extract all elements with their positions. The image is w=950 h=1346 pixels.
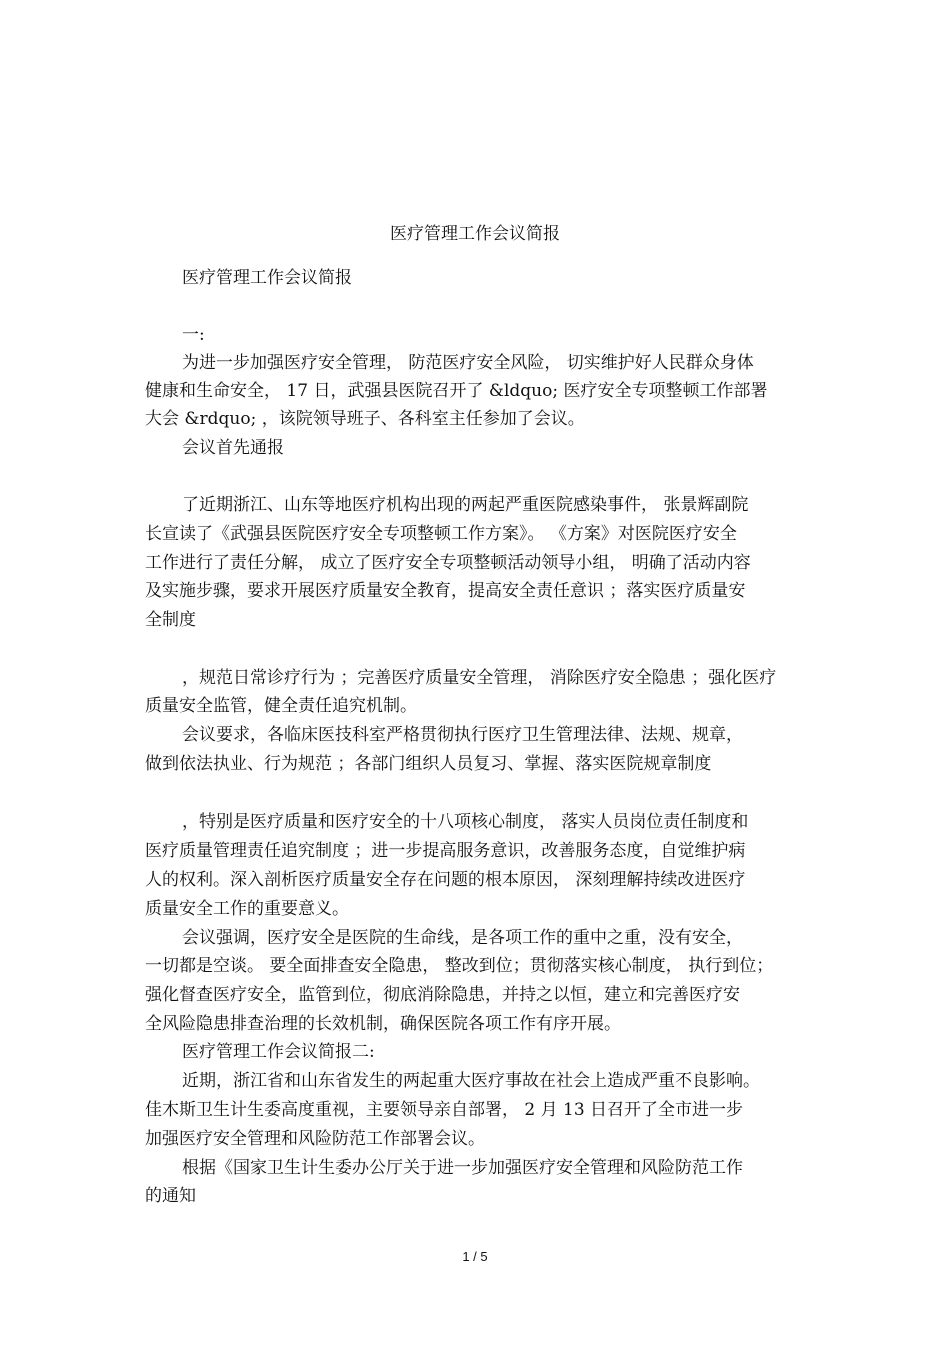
text-line: 会议首先通报 <box>182 438 284 458</box>
text-line: 根据《国家卫生计生委办公厅关于进一步加强医疗安全管理和风险防范工作 <box>182 1158 743 1178</box>
text-line: 医疗质量管理责任追究制度 ；进一步提高服务意识，改善服务态度，自觉维护病 <box>145 841 746 861</box>
text-line: 医疗管理工作会议简报 <box>182 268 352 288</box>
page-number: 1 / 5 <box>462 1249 488 1264</box>
text-line: 了近期浙江、山东等地医疗机构出现的两起严重医院感染事件， 张景辉副院 <box>182 495 749 515</box>
text-line: 医疗管理工作会议简报二: <box>182 1042 375 1062</box>
text-line: 工作进行了责任分解， 成立了医疗安全专项整顿活动领导小组， 明确了活动内容 <box>145 553 751 573</box>
text-line: 佳木斯卫生计生委高度重视，主要领导亲自部署， 2 月 13 日召开了全市进一步 <box>145 1100 744 1120</box>
text-line: 人的权利。深入剖析医疗质量安全存在问题的根本原因， 深刻理解持续改进医疗 <box>145 870 746 890</box>
text-line: 一: <box>182 325 205 345</box>
text-line: 的通知 <box>145 1186 196 1206</box>
text-line: 及实施步骤，要求开展医疗质量安全教育，提高安全责任意识 ；落实医疗质量安 <box>145 581 746 601</box>
text-line: 长宣读了《武强县医院医疗安全专项整顿工作方案》。 《方案》对医院医疗安全 <box>145 524 737 544</box>
text-line: 近期，浙江省和山东省发生的两起重大医疗事故在社会上造成严重不良影响。 <box>182 1071 760 1091</box>
text-line: 健康和生命安全， 17 日，武强县医院召开了 &ldquo; 医疗安全专项整顿工作部署 <box>145 381 768 401</box>
text-line: 做到依法执业、行为规范 ；各部门组织人员复习、掌握、落实医院规章制度 <box>145 754 712 774</box>
text-line: ，规范日常诊疗行为 ；完善医疗质量安全管理， 消除医疗安全隐患 ；强化医疗 <box>182 668 777 688</box>
text-line: 加强医疗安全管理和风险防范工作部署会议。 <box>145 1129 485 1149</box>
text-line: 强化督查医疗安全，监管到位，彻底消除隐患，并持之以恒，建立和完善医疗安 <box>145 985 740 1005</box>
text-line: 一切都是空谈。 要全面排查安全隐患， 整改到位；贯彻落实核心制度， 执行到位； <box>145 956 774 976</box>
text-line: ，特别是医疗质量和医疗安全的十八项核心制度， 落实人员岗位责任制度和 <box>182 812 749 832</box>
text-line: 全风险隐患排查治理的长效机制，确保医院各项工作有序开展。 <box>145 1014 621 1034</box>
text-line: 大会 &rdquo; ，该院领导班子、各科室主任参加了会议。 <box>145 409 585 429</box>
text-line: 质量安全监管，健全责任追究机制。 <box>145 696 417 716</box>
text-line: 质量安全工作的重要意义。 <box>145 899 349 919</box>
text-line: 会议强调，医疗安全是医院的生命线，是各项工作的重中之重，没有安全， <box>182 928 743 948</box>
page-title: 医疗管理工作会议简报 <box>390 224 560 244</box>
text-line: 会议要求，各临床医技科室严格贯彻执行医疗卫生管理法律、法规、规章， <box>182 725 743 745</box>
text-line: 全制度 <box>145 610 196 630</box>
text-line: 为进一步加强医疗安全管理， 防范医疗安全风险， 切实维护好人民群众身体 <box>182 353 754 373</box>
